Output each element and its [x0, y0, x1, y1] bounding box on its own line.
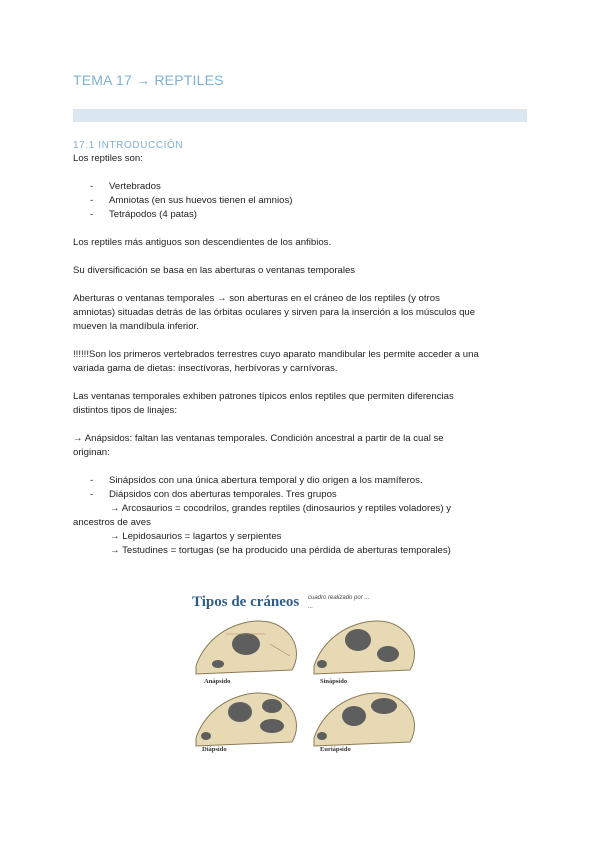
- paragraph: Su diversificación se basa en las aberturas o ventanas temporales: [73, 265, 356, 276]
- list-item: - Tetrápodos (4 patas): [90, 209, 197, 220]
- paragraph-line: variada gama de dietas: insectívoras, herbívoras y carnívoras.: [73, 363, 338, 374]
- section-heading: 17.1 INTRODUCCIÓN: [73, 140, 184, 151]
- list-item: - Amniotas (en sus huevos tienen el amnios): [90, 195, 293, 206]
- list-item: - Vertebrados: [90, 181, 161, 192]
- skull-label-sinapsido: Sinápsido: [320, 678, 348, 685]
- subgroup-line: → Lepidosaurios = lagartos y serpientes: [110, 531, 282, 542]
- paragraph-line: → Anápsidos: faltan las ventanas temporales. Condición ancestral a partir de la cual se: [73, 433, 444, 444]
- euryapsid-skull: [314, 693, 415, 746]
- paragraph-line: !!!!!!Son los primeros vertebrados terrestres cuyo aparato mandibular les permite acceder a una: [73, 349, 479, 360]
- title-underline-bar: [73, 109, 527, 122]
- subgroup-line: → Arcosaurios = cocodrilos, grandes reptiles (dinosaurios y reptiles voladores) y: [110, 503, 451, 514]
- figure-title: Tipos de cráneos: [192, 594, 300, 610]
- document-title: TEMA 17 → REPTILES: [73, 72, 224, 88]
- skull-illustrations: [190, 588, 440, 758]
- skull-types-figure: [190, 588, 440, 758]
- diapsid-skull: [196, 693, 297, 746]
- list-item: - Sinápsidos con una única abertura temporal y dio origen a los mamíferos.: [90, 475, 423, 486]
- figure-note: cuadro realizado por ... ...: [308, 595, 370, 610]
- anapsid-skull: [196, 621, 297, 674]
- paragraph-line: mueven la mandíbula inferior.: [73, 321, 199, 332]
- subgroup-line: → Testudines = tortugas (se ha producido una pérdida de aberturas temporales): [110, 545, 451, 556]
- paragraph-line: distintos tipos de linajes:: [73, 405, 177, 416]
- paragraph-line: Las ventanas temporales exhiben patrones típicos enlos reptiles que permiten diferencias: [73, 391, 454, 402]
- skull-label-euriapsido: Euriápsido: [320, 746, 351, 753]
- intro-text: Los reptiles son:: [73, 153, 143, 164]
- skull-label-diapsido: Diápsido: [202, 746, 227, 753]
- synapsid-skull: [314, 621, 415, 674]
- subgroup-line: ancestros de aves: [73, 517, 151, 528]
- paragraph-line: amniotas) situadas detrás de las órbitas oculares y sirven para la inserción a los músculos que: [73, 307, 476, 318]
- list-item: - Diápsidos con dos aberturas temporales. Tres grupos: [90, 489, 337, 500]
- paragraph-line: originan:: [73, 447, 110, 458]
- paragraph: Los reptiles más antiguos son descendientes de los anfibios.: [73, 237, 332, 248]
- skull-label-anapsido: Anápsido: [204, 678, 231, 685]
- paragraph-line: Aberturas o ventanas temporales → son aberturas en el cráneo de los reptiles (y otros: [73, 293, 440, 304]
